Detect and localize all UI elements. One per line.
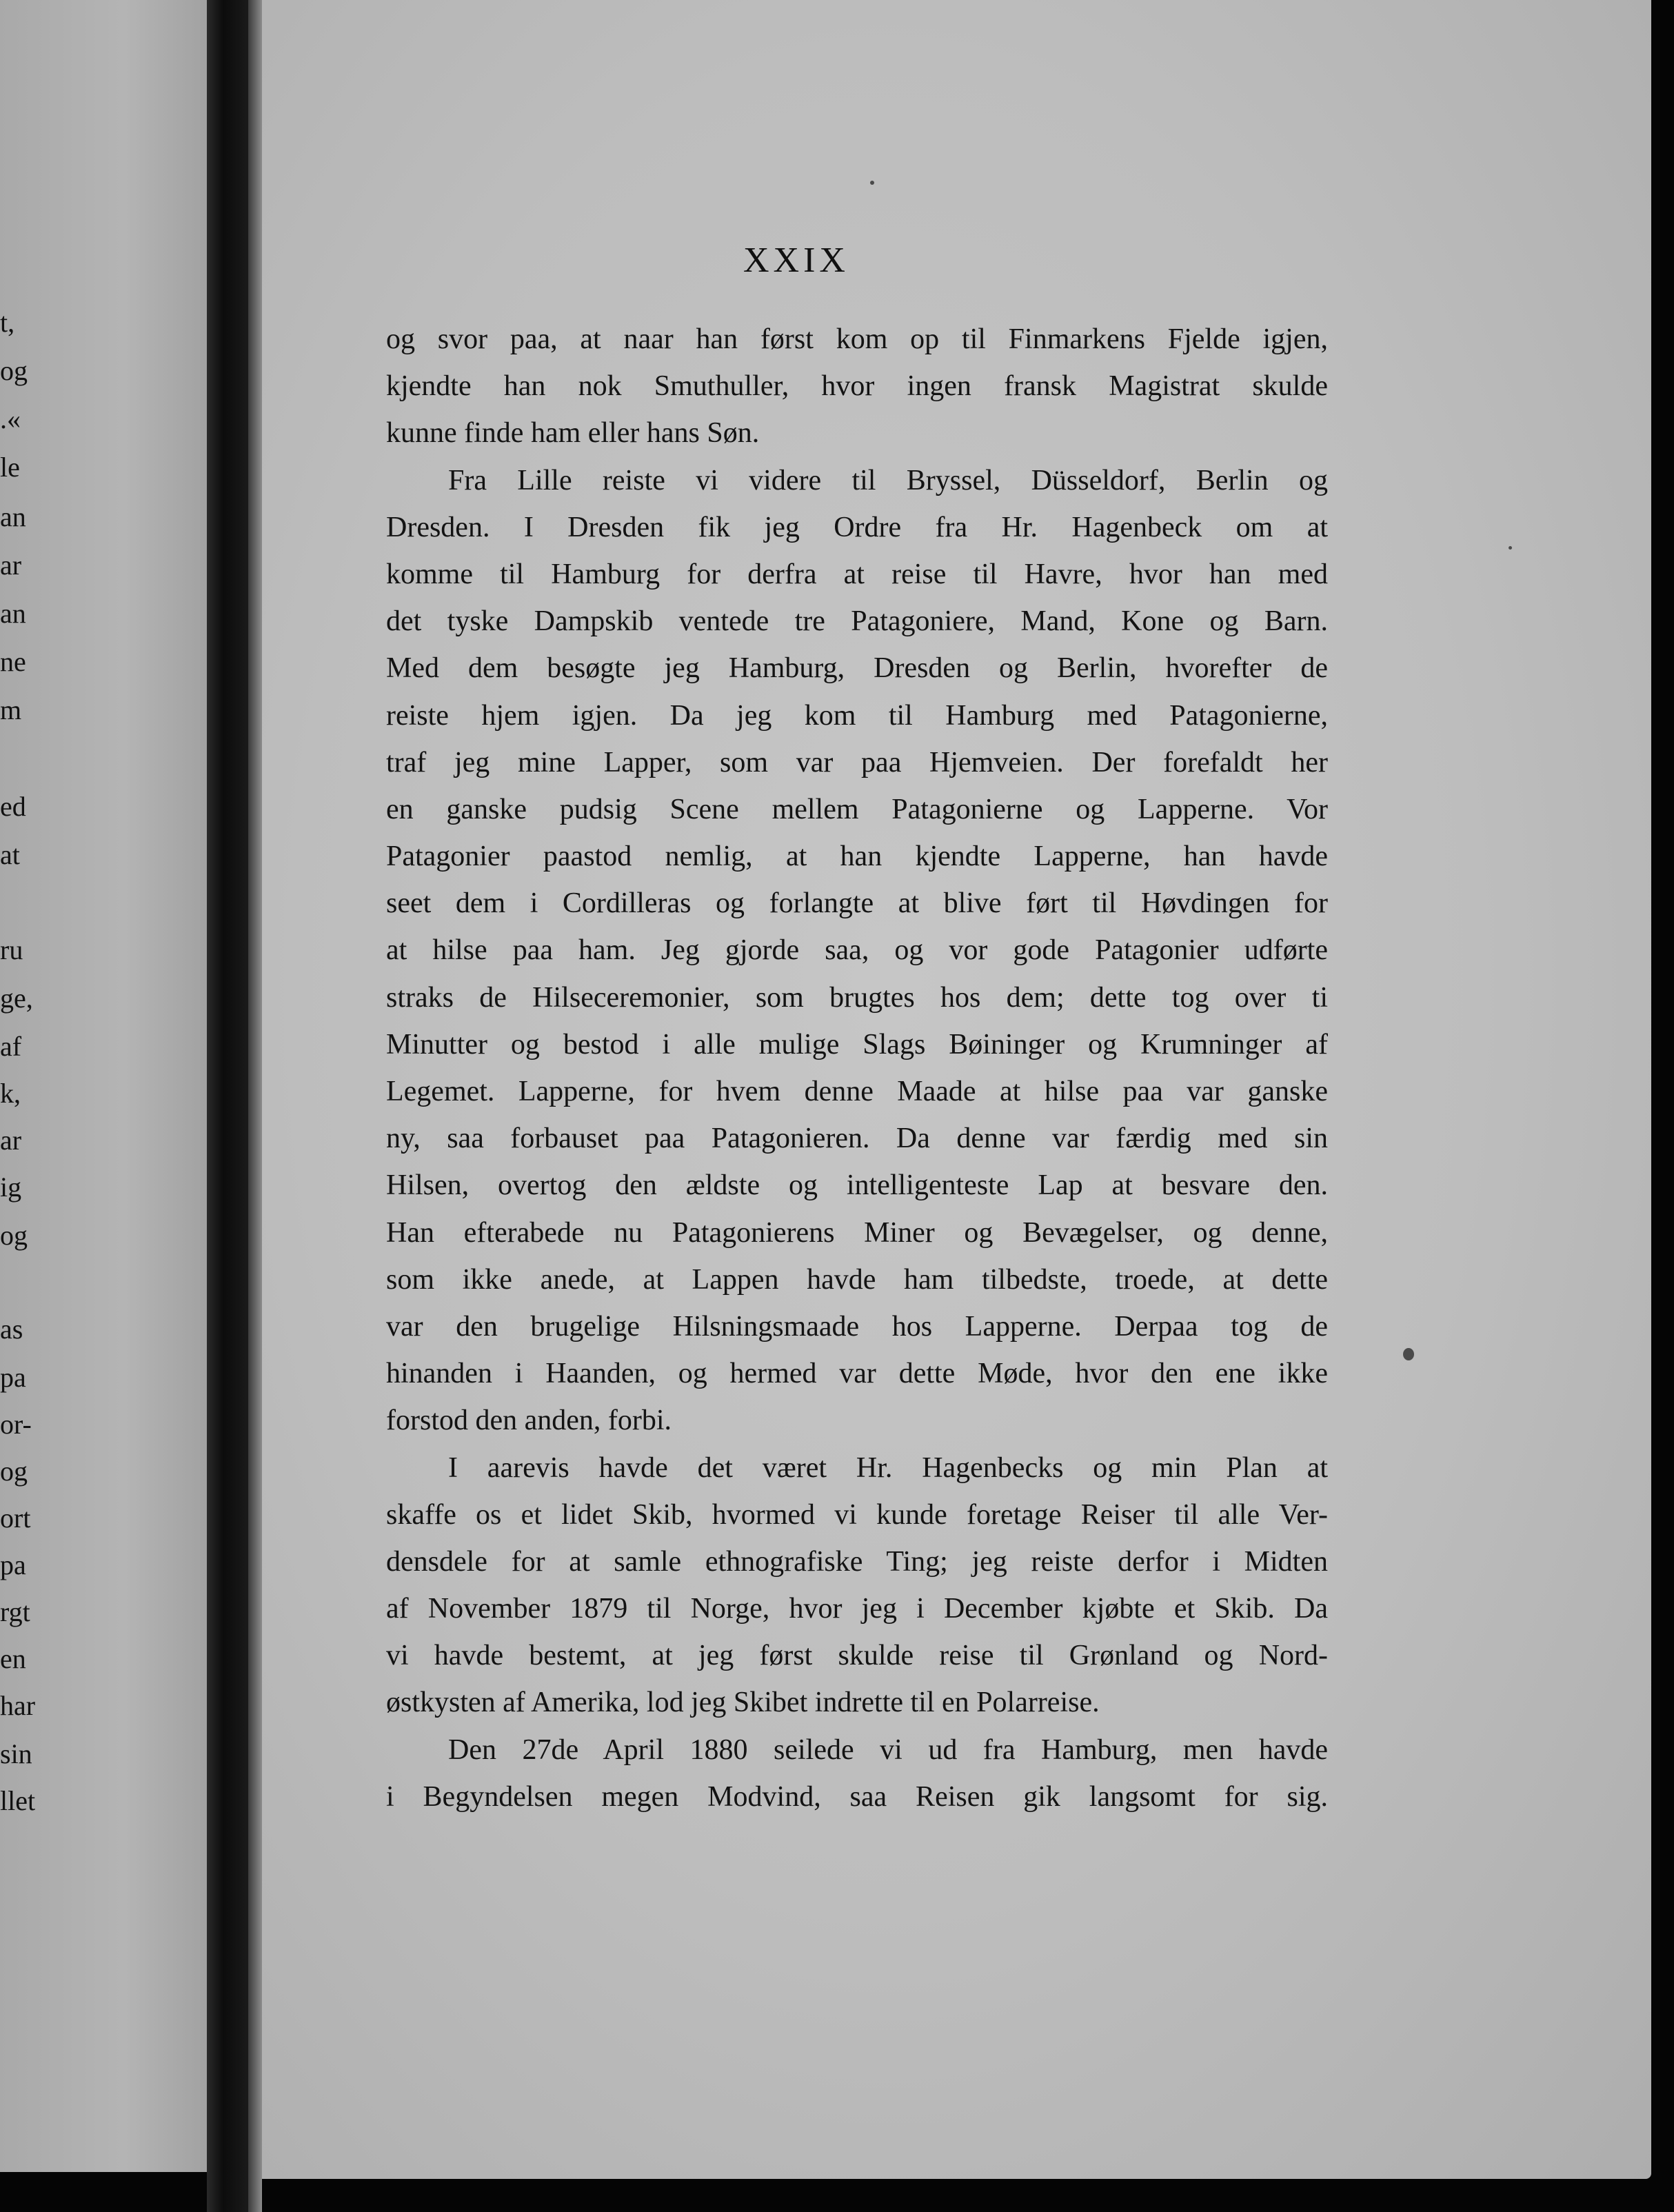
paper-speck — [1509, 546, 1512, 550]
text-line: af November 1879 til Norge, hvor jeg i December kjøbte et Skib. Da — [386, 1593, 1328, 1625]
body-text — [386, 316, 1328, 1820]
previous-page-fragment: le — [0, 452, 20, 483]
book-gutter-edge — [248, 0, 262, 2212]
previous-page-fragment: at — [0, 839, 20, 870]
paragraph-first-line: Den 27de April 1880 seilede vi ud fra Hamburg, men havde — [448, 1733, 1328, 1766]
previous-page-fragment: as — [0, 1314, 23, 1345]
text-line: vi havde bestemt, at jeg først skulde reise til Grønland og Nord- — [386, 1640, 1328, 1672]
text-line: seet dem i Cordilleras og forlangte at blive ført til Høvdingen for — [386, 887, 1328, 920]
text-line: som ikke anede, at Lappen havde ham tilbedste, troede, at dette — [386, 1263, 1328, 1296]
book-gutter-shadow — [207, 0, 248, 2212]
previous-page-fragment: pa — [0, 1362, 26, 1393]
previous-page-fragment: ar — [0, 550, 22, 581]
previous-page-fragment: og — [0, 355, 28, 386]
text-line: det tyske Dampskib ventede tre Patagoniere, Mand, Kone og Barn. — [386, 605, 1328, 638]
previous-page-fragment: har — [0, 1690, 36, 1721]
text-line: Dresden. I Dresden fik jeg Ordre fra Hr. Hagenbeck om at — [386, 511, 1328, 543]
previous-page-fragment: ru — [0, 934, 23, 965]
text-line: at hilse paa ham. Jeg gjorde saa, og vor gode Patagonier udførte — [386, 934, 1328, 967]
text-line: densdele for at samle ethnografiske Ting; jeg reiste derfor i Midten — [386, 1545, 1328, 1578]
previous-page-fragment: m — [0, 694, 22, 725]
previous-page-fragment: sin — [0, 1738, 32, 1769]
text-line: reiste hjem igjen. Da jeg kom til Hamburg med Patagonierne, — [386, 699, 1328, 732]
previous-page-fragment: rgt — [0, 1596, 30, 1627]
previous-page-fragment: pa — [0, 1549, 26, 1580]
text-line: traf jeg mine Lapper, som var paa Hjemveien. Der forefaldt her — [386, 746, 1328, 778]
previous-page-fragment: og — [0, 1456, 28, 1487]
page-number: XXIX — [743, 241, 849, 280]
previous-page-fragment: k, — [0, 1078, 21, 1109]
paper-speck — [1403, 1348, 1414, 1360]
text-line: ny, saa forbauset paa Patagonieren. Da denne var færdig med sin — [386, 1123, 1328, 1155]
previous-page-fragment: an — [0, 501, 26, 532]
previous-page-fragment: an — [0, 598, 26, 629]
text-line: en ganske pudsig Scene mellem Patagonierne og Lapperne. Vor — [386, 793, 1328, 825]
previous-page-fragment: .« — [0, 403, 21, 434]
previous-page-fragment: ed — [0, 791, 26, 822]
text-line: Hilsen, overtog den ældste og intelligenteste Lap at besvare den. — [386, 1169, 1328, 1202]
paragraph-first-line: Fra Lille reiste vi videre til Bryssel, Düsseldorf, Berlin og — [448, 464, 1328, 496]
text-line: østkysten af Amerika, lod jeg Skibet indrette til en Polarreise. — [386, 1687, 1100, 1719]
text-line: Han efterabede nu Patagonierens Miner og Bevægelser, og denne, — [386, 1216, 1328, 1249]
previous-page-fragment: og — [0, 1220, 28, 1251]
text-line: Minutter og bestod i alle mulige Slags Bøininger og Krumninger af — [386, 1028, 1328, 1060]
text-line: Legemet. Lapperne, for hvem denne Maade at hilse paa var ganske — [386, 1076, 1328, 1107]
previous-page-fragment: af — [0, 1031, 22, 1062]
text-line: kjendte han nok Smuthuller, hvor ingen fransk Magistrat skulde — [386, 370, 1328, 403]
text-line: hinanden i Haanden, og hermed var dette Møde, hvor den ene ikke — [386, 1358, 1328, 1390]
text-line: skaffe os et lidet Skib, hvormed vi kunde foretage Reiser til alle Ver- — [386, 1498, 1328, 1531]
previous-page-fragment: en — [0, 1643, 26, 1674]
paragraph-first-line: I aarevis havde det været Hr. Hagenbecks og min Plan at — [448, 1451, 1328, 1484]
previous-page-fragment: ge, — [0, 983, 33, 1014]
previous-page-fragment: t, — [0, 307, 15, 338]
text-line: og svor paa, at naar han først kom op til Finmarkens Fjelde igjen, — [386, 323, 1328, 355]
previous-page-fragment: ar — [0, 1125, 22, 1156]
previous-page-edge — [0, 0, 207, 2172]
previous-page-fragment: ne — [0, 646, 26, 677]
text-line: komme til Hamburg for derfra at reise til Havre, hvor han med — [386, 558, 1328, 590]
text-line: i Begyndelsen megen Modvind, saa Reisen gik langsomt for sig. — [386, 1780, 1328, 1813]
text-line: straks de Hilseceremonier, som brugtes hos dem; dette tog over ti — [386, 981, 1328, 1014]
text-line: forstod den anden, forbi. — [386, 1405, 672, 1437]
previous-page-fragment: ig — [0, 1172, 22, 1203]
text-line: Patagonier paastod nemlig, at han kjendte Lapperne, han havde — [386, 841, 1328, 873]
previous-page-fragment: or- — [0, 1409, 32, 1440]
paper-speck — [870, 181, 874, 185]
previous-page-fragment: llet — [0, 1785, 36, 1816]
text-line: Med dem besøgte jeg Hamburg, Dresden og Berlin, hvorefter de — [386, 652, 1328, 685]
text-line: kunne finde ham eller hans Søn. — [386, 417, 760, 450]
previous-page-fragment: ort — [0, 1502, 31, 1534]
text-line: var den brugelige Hilsningsmaade hos Lapperne. Derpaa tog de — [386, 1310, 1328, 1343]
previous-page-text-fragments — [0, 0, 207, 2172]
